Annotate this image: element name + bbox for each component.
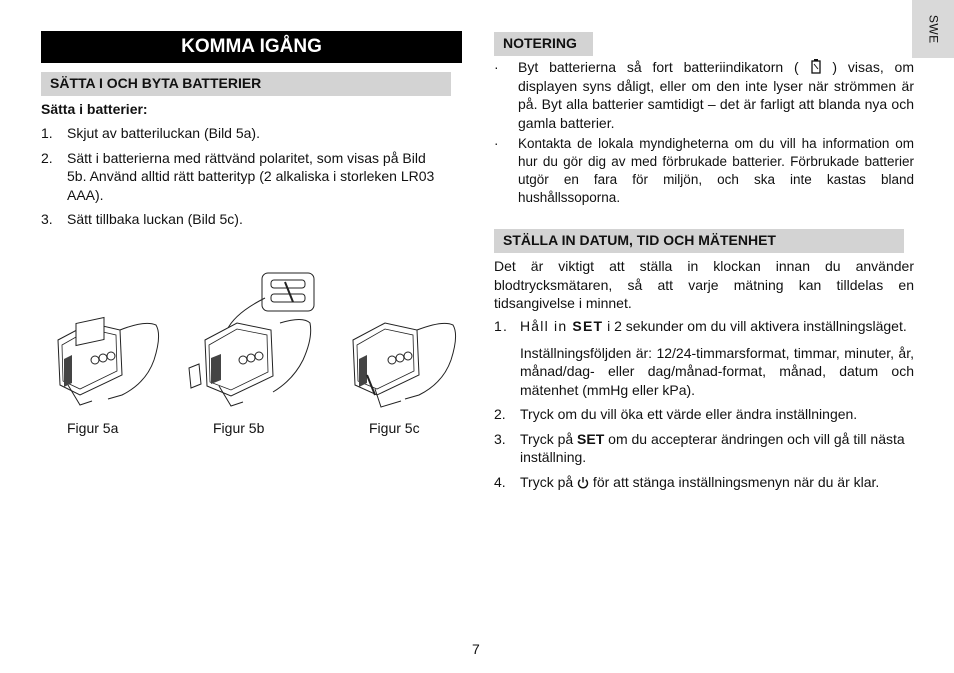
note-bullet: · Kontakta de lokala myndigheterna om du vill ha information om hur du gör dig av med förbrukade batterier. Förbrukade batterier utgör en fara för miljön, och ska inte kastas bland hushållssoporna.: [494, 136, 914, 205]
main-heading: KOMMA IGÅNG: [41, 31, 462, 63]
note-heading: NOTERING: [494, 32, 593, 56]
figure-5a-illustration: [50, 315, 170, 410]
battery-steps: [41, 124, 446, 235]
datetime-step: 4. Tryck på för att stänga inställningsmenyn när du är klar.: [494, 473, 880, 490]
datetime-step-detail: Inställningsföljden är: 12/24-timmarsformat, timmar, minuter, år, månad/dag- eller dag/månad-format, månad, datum och mätenhet (mmHg eller kPa).: [520, 344, 914, 398]
battery-step: 1. Skjut av batteriluckan (Bild 5a).: [41, 125, 260, 141]
battery-step: 3. Sätt tillbaka luckan (Bild 5c).: [41, 211, 243, 227]
step-text: Sätt tillbaka luckan (Bild 5c).: [67, 211, 243, 227]
insert-batteries-subheading: Sätta i batterier:: [41, 101, 148, 117]
set-button-label: SET: [577, 430, 605, 447]
figure-5c-caption: Figur 5c: [369, 420, 420, 436]
datetime-steps: [494, 317, 914, 497]
battery-section-heading: SÄTTA I OCH BYTA BATTERIER: [41, 72, 451, 96]
figure-5a-caption: Figur 5a: [67, 420, 119, 436]
datetime-intro: Det är viktigt att ställa in klockan innan du använder blodtrycksmätaren, så att varje mätning kan tilldelas en tidsangivelse i minnet.: [494, 258, 914, 311]
note-bullet: · Byt batterierna så fort batteriindikatorn ( ) visas, om displayen syns dåligt, eller om den inte lyser när strömmen är på. Byt alla batterier samtidigt – det är farligt att blanda nya och gamla batterier.: [494, 59, 914, 131]
battery-step: 2. Sätt i batterierna med rättvänd polaritet, som visas på Bild 5b. Använd alltid rätt batterityp (2 alkaliska i storleken LR03 AAA).: [41, 149, 435, 203]
note-bullet-text-after: ) visas, om displayen syns dåligt, eller om den inte lyser när strömmen är på. Byt alla batterier samtidigt – det är farligt att blanda nya och gamla batterier.: [518, 59, 914, 131]
figure-5b-caption: Figur 5b: [213, 420, 265, 436]
datetime-section-heading: STÄLLA IN DATUM, TID OCH MÄTENHET: [494, 229, 904, 253]
figure-5c-illustration: [345, 315, 470, 410]
datetime-step: 1. Håll in SET i 2 sekunder om du vill aktivera inställningsläget.: [494, 318, 907, 334]
note-bullets: [494, 58, 914, 207]
battery-indicator-icon: [810, 58, 822, 74]
figure-5b-illustration: [185, 268, 320, 410]
language-tab: [912, 0, 954, 58]
note-bullet-text: Kontakta de lokala myndigheterna om du vill ha information om hur du gör dig av med förbrukade batterier. Förbrukade batterier utgör en fara för miljön, och ska inte kastas bland hushållssoporna.: [518, 136, 914, 205]
step-text: Sätt i batterierna med rättvänd polaritet, som visas på Bild 5b. Använd alltid rätt batterityp (2 alkaliska i storleken LR03 AAA).: [67, 149, 435, 203]
language-tab-label: SWE: [926, 14, 941, 44]
datetime-step: 3. Tryck på SET om du accepterar ändringen och vill gå till nästa inställning.: [494, 430, 905, 465]
page-number: 7: [472, 641, 480, 657]
note-bullet-text-before: Byt batterierna så fort batteriindikatorn (: [518, 59, 799, 75]
step-text: Skjut av batteriluckan (Bild 5a).: [67, 125, 260, 141]
set-button-label: SET: [572, 318, 604, 334]
datetime-step: 2. Tryck om du vill öka ett värde eller ändra inställningen.: [494, 406, 858, 422]
power-icon: [577, 476, 589, 489]
